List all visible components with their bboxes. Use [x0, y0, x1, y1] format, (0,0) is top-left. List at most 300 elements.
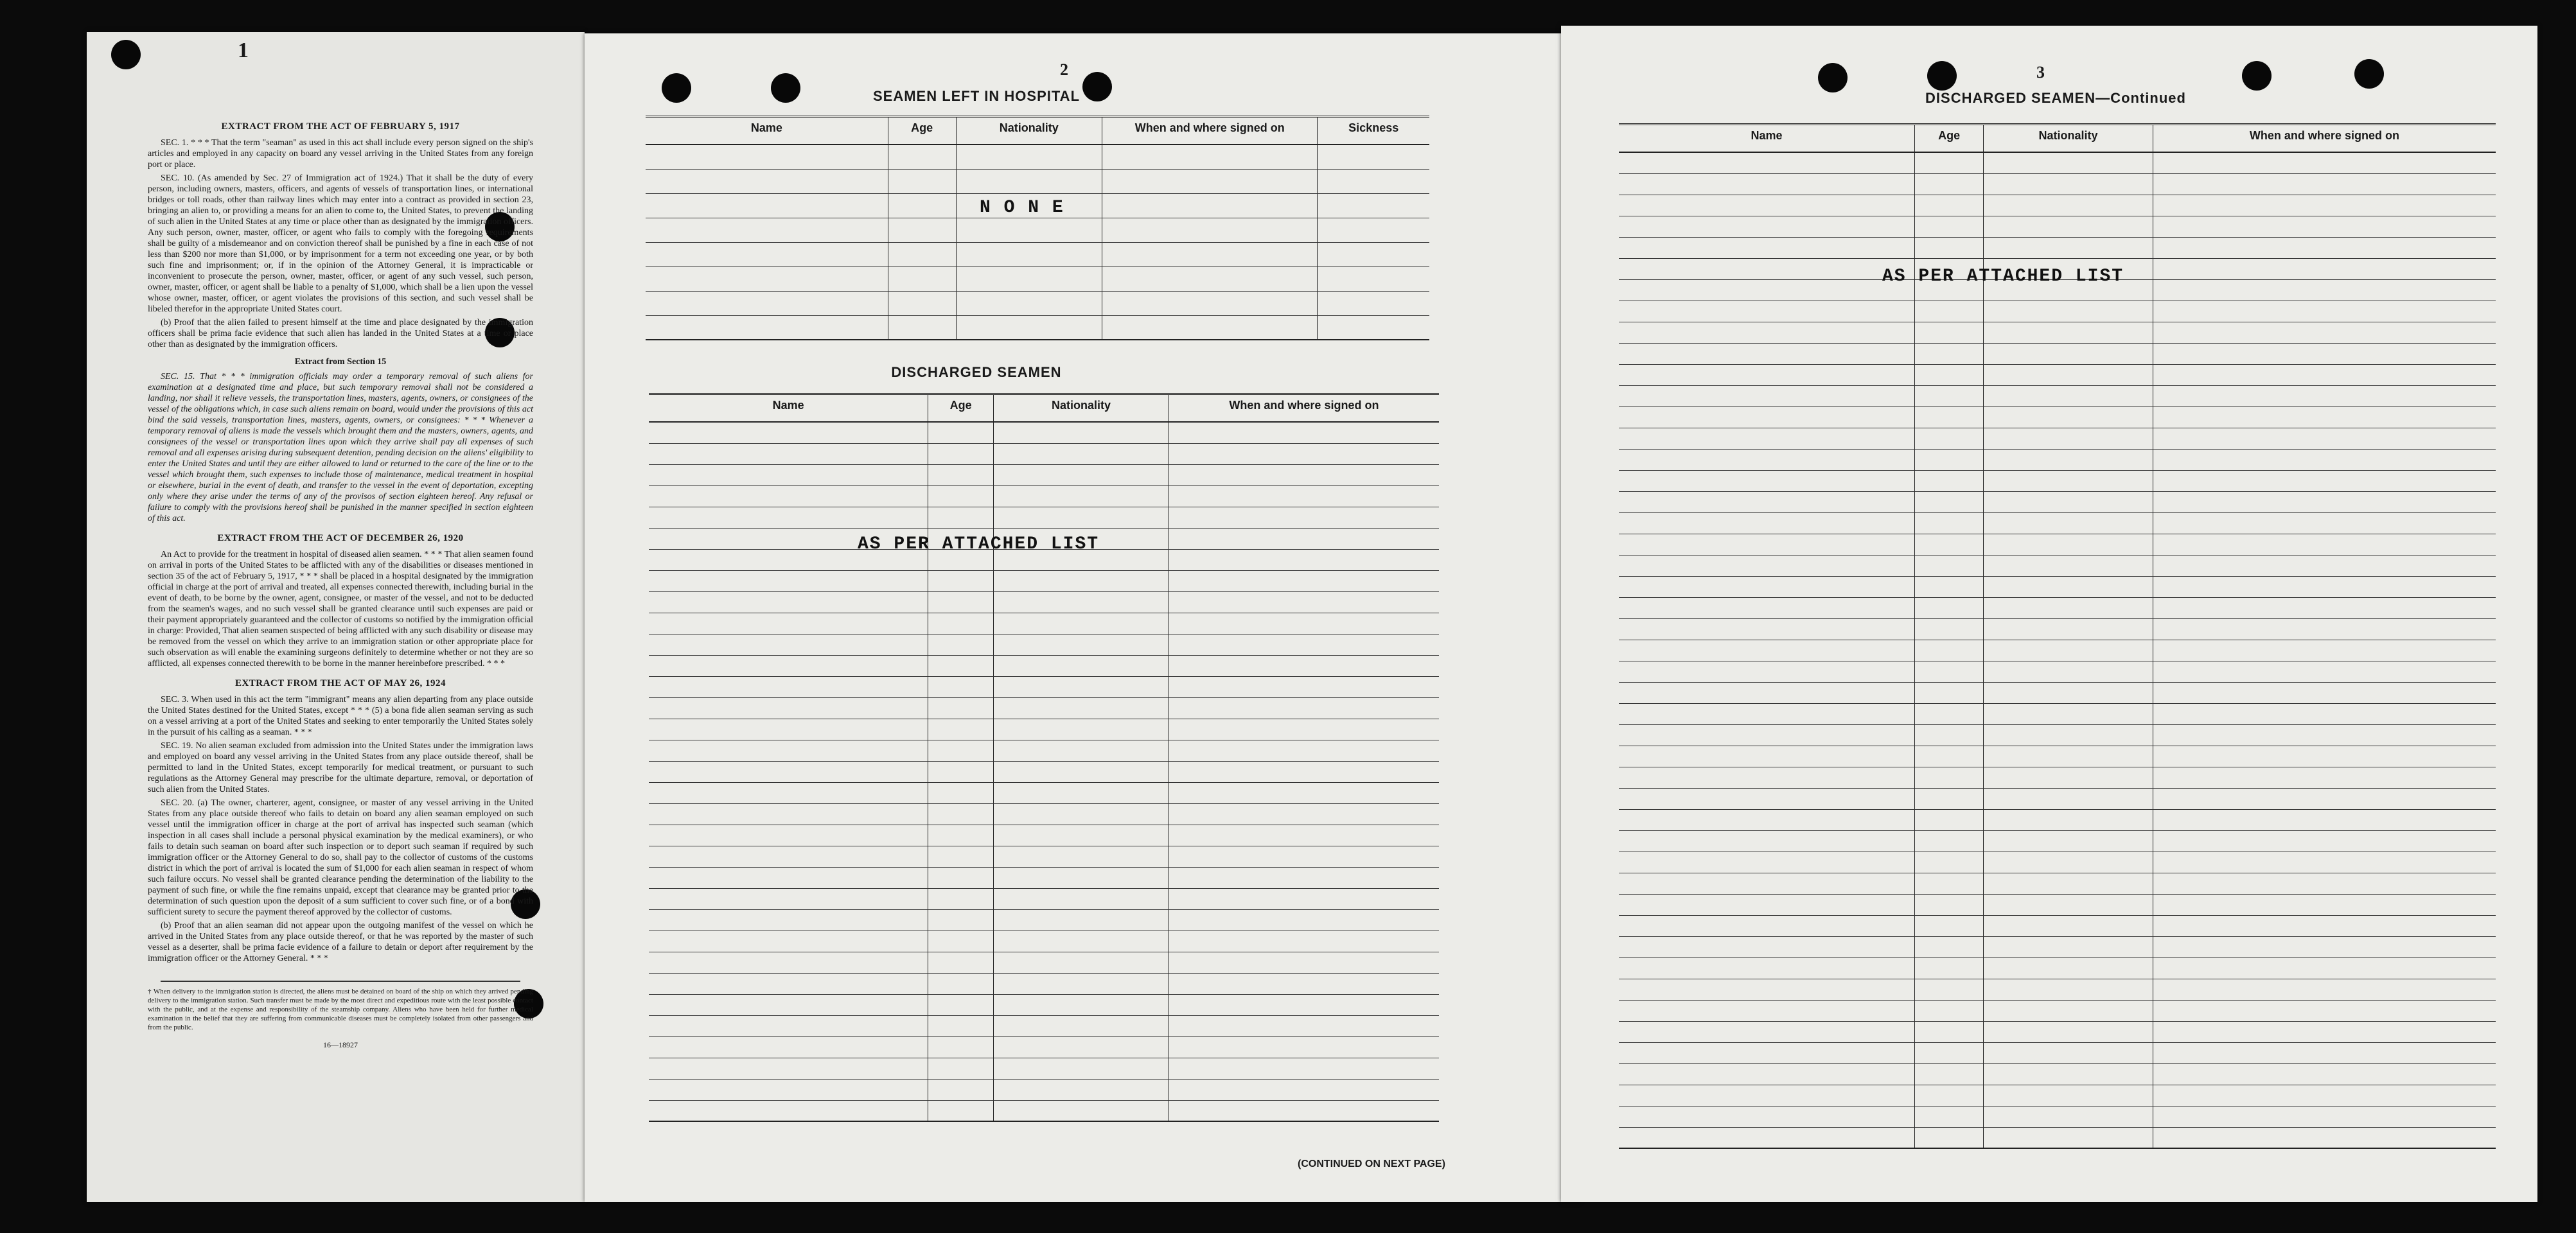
blank-row: [1619, 767, 2496, 788]
blank-cell: [1169, 443, 1439, 464]
blank-row: [1619, 661, 2496, 682]
blank-cell: [1619, 809, 1915, 830]
blank-cell: [2153, 830, 2496, 852]
blank-cell: [1915, 534, 1984, 555]
blank-cell: [994, 613, 1169, 634]
blank-cell: [928, 867, 994, 888]
blank-row: [1619, 873, 2496, 894]
blank-cell: [994, 1036, 1169, 1058]
blank-cell: [1169, 613, 1439, 634]
blank-cell: [1915, 852, 1984, 873]
blank-cell: [1915, 746, 1984, 767]
blank-row: [1619, 491, 2496, 512]
blank-cell: [1619, 1085, 1915, 1106]
blank-cell: [928, 846, 994, 867]
blank-cell: [1619, 661, 1915, 682]
blank-cell: [1915, 1106, 1984, 1127]
punch-hole: [111, 40, 141, 69]
blank-cell: [2153, 1085, 2496, 1106]
blank-cell: [646, 267, 888, 291]
blank-row: [1619, 385, 2496, 407]
blank-cell: [2153, 661, 2496, 682]
blank-cell: [956, 144, 1102, 169]
punch-hole: [1818, 63, 1848, 92]
blank-cell: [1984, 936, 2153, 958]
punch-hole: [662, 73, 691, 103]
blank-cell: [2153, 1106, 2496, 1127]
blank-cell: [888, 218, 956, 242]
blank-row: [1619, 216, 2496, 237]
blank-cell: [649, 740, 928, 761]
blank-cell: [1915, 173, 1984, 195]
blank-cell: [994, 697, 1169, 719]
column-header: Sickness: [1318, 117, 1429, 145]
blank-cell: [1619, 746, 1915, 767]
blank-cell: [994, 782, 1169, 803]
blank-cell: [2153, 979, 2496, 1000]
blank-cell: [2153, 216, 2496, 237]
blank-cell: [928, 697, 994, 719]
blank-cell: [994, 761, 1169, 782]
blank-cell: [1169, 528, 1439, 549]
blank-cell: [1169, 825, 1439, 846]
blank-cell: [1318, 144, 1429, 169]
blank-row: [649, 591, 1439, 613]
blank-cell: [1169, 719, 1439, 740]
blank-row: [1619, 915, 2496, 936]
blank-cell: [1984, 979, 2153, 1000]
blank-cell: [1619, 618, 1915, 640]
blank-cell: [649, 973, 928, 994]
blank-cell: [649, 443, 928, 464]
blank-cell: [928, 1036, 994, 1058]
blank-row: [1619, 936, 2496, 958]
blank-cell: [649, 464, 928, 485]
blank-cell: [1169, 994, 1439, 1015]
blank-row: [1619, 322, 2496, 343]
blank-cell: [1619, 788, 1915, 809]
blank-row: [649, 888, 1439, 909]
blank-cell: [928, 1015, 994, 1036]
blank-cell: [1619, 173, 1915, 195]
blank-cell: [1915, 830, 1984, 852]
blank-cell: [2153, 449, 2496, 470]
blank-cell: [649, 994, 928, 1015]
blank-cell: [2153, 428, 2496, 449]
blank-cell: [1984, 788, 2153, 809]
blank-cell: [994, 464, 1169, 485]
blank-cell: [1915, 915, 1984, 936]
blank-cell: [2153, 809, 2496, 830]
blank-cell: [994, 825, 1169, 846]
blank-cell: [1915, 1085, 1984, 1106]
blank-cell: [928, 591, 994, 613]
hospital-section-title: SEAMEN LEFT IN HOSPITAL: [872, 88, 1081, 104]
blank-cell: [2153, 343, 2496, 364]
blank-cell: [928, 570, 994, 591]
paragraph: SEC. 3. When used in this act the term "immigrant" means any alien departing from any place outside the United States destined for the United States, except * * * (5) a bona fide alien seaman serving as such on a vessel arriving at a port of the United States and seeking to enter temporarily the United States solely in the pursuit of his calling as a seaman. * * *: [148, 695, 533, 737]
blank-cell: [1169, 507, 1439, 528]
form-number: 16—18927: [323, 1040, 358, 1049]
blank-cell: [1984, 767, 2153, 788]
blank-row: [649, 507, 1439, 528]
blank-cell: [646, 169, 888, 193]
blank-cell: [649, 697, 928, 719]
blank-row: [1619, 1042, 2496, 1063]
blank-cell: [649, 1100, 928, 1121]
blank-cell: [1102, 169, 1318, 193]
blank-row: [1619, 724, 2496, 746]
blank-row: [1619, 894, 2496, 915]
blank-cell: [928, 613, 994, 634]
blank-cell: [1915, 512, 1984, 534]
paragraph: (b) Proof that an alien seaman did not appear upon the outgoing manifest of the vessel on which he arrived in the United States from any place outside thereof, or that he was reported by the master of such vessel as a deserter, shall be prima facie evidence of a failure to detain or deport after requirement by the immigration officer or the Attorney General. * * *: [148, 921, 533, 963]
blank-row: [649, 1079, 1439, 1100]
blank-cell: [2153, 555, 2496, 576]
blank-cell: [2153, 894, 2496, 915]
blank-cell: [1619, 534, 1915, 555]
legal-extracts: [148, 112, 533, 1051]
blank-cell: [1619, 724, 1915, 746]
blank-cell: [649, 782, 928, 803]
blank-cell: [1318, 169, 1429, 193]
blank-cell: [1619, 364, 1915, 385]
blank-row: [1619, 470, 2496, 491]
blank-cell: [649, 613, 928, 634]
blank-cell: [1984, 1042, 2153, 1063]
blank-row: [649, 867, 1439, 888]
blank-cell: [1984, 724, 2153, 746]
blank-cell: [1619, 852, 1915, 873]
blank-cell: [1619, 195, 1915, 216]
blank-cell: [1318, 218, 1429, 242]
blank-cell: [1984, 173, 2153, 195]
blank-cell: [1619, 322, 1915, 343]
continued-note: (CONTINUED ON NEXT PAGE): [1298, 1159, 1445, 1169]
page-2-sheet: [585, 33, 1580, 1202]
blank-cell: [1984, 1063, 2153, 1085]
blank-cell: [649, 952, 928, 973]
blank-cell: [1984, 830, 2153, 852]
blank-cell: [928, 634, 994, 655]
paragraph: SEC. 10. (As amended by Sec. 27 of Immigration act of 1924.) That it shall be the duty of every person, including owners, masters, officers, and agents of vessels of transportation lines, or international bridges or toll roads, other than railway lines which may enter into a contract as provided in section 23, bringing an alien to, or providing a means for an alien to come to, the United States, to prevent the landing of such alien in the United States at any time or place other than as designated by the immigration officers. Any such person, owner, master, officer, or agent who fails to comply with the foregoing requirements shall be guilty of a misdemeanor and on conviction thereof shall be punished by a fine in each case of not less than $200 nor more than $1,000, or by imprisonment for a term not exceeding one year, or by both such fine and imprisonment; or, if in the opinion of the Attorney General, it is impracticable or inconvenient to prosecute the person, owner, master, officer, or agent of any such vessel, such person, owner, master, officer, or agent shall be liable to a penalty of $1,000, which shall be a lien upon the vessel whose owner, master, officer, or agent violates the provisions of this section, and such vessel shall be libeled therefor in the appropriate United States court.: [148, 173, 533, 314]
hospital-table: [646, 116, 1429, 340]
blank-cell: [1169, 549, 1439, 570]
blank-cell: [1169, 782, 1439, 803]
blank-cell: [1984, 852, 2153, 873]
blank-cell: [928, 1058, 994, 1079]
blank-cell: [994, 634, 1169, 655]
blank-cell: [1915, 343, 1984, 364]
blank-row: [649, 1058, 1439, 1079]
blank-cell: [1619, 894, 1915, 915]
blank-cell: [1984, 407, 2153, 428]
discharged-continued-title: DISCHARGED SEAMEN—Continued: [1925, 90, 2186, 106]
blank-row: [649, 846, 1439, 867]
blank-row: [1619, 597, 2496, 618]
blank-cell: [2153, 512, 2496, 534]
blank-cell: [2153, 1063, 2496, 1085]
blank-cell: [1915, 724, 1984, 746]
blank-row: [646, 315, 1429, 340]
blank-cell: [649, 422, 928, 443]
blank-cell: [649, 507, 928, 528]
blank-cell: [2153, 576, 2496, 597]
blank-row: [649, 464, 1439, 485]
blank-cell: [1169, 485, 1439, 507]
punch-hole: [2354, 59, 2384, 89]
blank-row: [1619, 852, 2496, 873]
attached-list-stamp: AS PER ATTACHED LIST: [1882, 267, 2124, 286]
blank-cell: [1915, 1063, 1984, 1085]
blank-row: [646, 291, 1429, 315]
blank-cell: [1102, 242, 1318, 267]
blank-row: [1619, 173, 2496, 195]
column-header: Age: [888, 117, 956, 145]
blank-cell: [2153, 491, 2496, 512]
blank-row: [1619, 428, 2496, 449]
blank-cell: [1984, 364, 2153, 385]
blank-cell: [1984, 661, 2153, 682]
blank-cell: [1169, 422, 1439, 443]
blank-cell: [928, 803, 994, 825]
blank-cell: [1619, 1106, 1915, 1127]
punch-hole: [771, 73, 800, 103]
blank-cell: [2153, 152, 2496, 173]
blank-row: [649, 655, 1439, 676]
blank-row: [1619, 809, 2496, 830]
paragraph: (b) Proof that the alien failed to present himself at the time and place designated by the immigration officers shall be prima facie evidence that such alien has landed in the United States at a time or place other than as designated by the immigration officers.: [148, 318, 533, 349]
blank-cell: [2153, 407, 2496, 428]
blank-cell: [1619, 703, 1915, 724]
blank-cell: [888, 267, 956, 291]
blank-cell: [2153, 195, 2496, 216]
blank-cell: [1619, 915, 1915, 936]
blank-cell: [1984, 385, 2153, 407]
blank-cell: [888, 193, 956, 218]
section-heading: EXTRACT FROM THE ACT OF FEBRUARY 5, 1917: [221, 121, 460, 132]
blank-cell: [1984, 1106, 2153, 1127]
blank-row: [1619, 703, 2496, 724]
blank-cell: [649, 485, 928, 507]
blank-cell: [928, 740, 994, 761]
blank-cell: [1318, 291, 1429, 315]
blank-cell: [994, 1058, 1169, 1079]
blank-cell: [649, 1058, 928, 1079]
blank-cell: [2153, 873, 2496, 894]
blank-cell: [1915, 703, 1984, 724]
blank-cell: [2153, 597, 2496, 618]
blank-cell: [1619, 1000, 1915, 1021]
blank-cell: [928, 1100, 994, 1121]
punch-hole: [1927, 61, 1957, 91]
column-header: Age: [928, 394, 994, 423]
paragraph: An Act to provide for the treatment in hospital of diseased alien seamen. * * * That alien seamen found on arrival in ports of the United States to be afflicted with any of the disabilities or diseases mentioned in section 35 of the act of February 5, 1917, * * * shall be placed in a hospital designated by the immigration official in charge at the port of arrival and treated, all expenses connected therewith, including burial in the event of death, to be borne by the owner, agent, consignee, or master of the vessel, and not to be deducted from the seamen's wages, and no such vessel shall be granted clearance until such expenses are paid or their payment appropriately guaranteed and the collector of customs so notified by the immigration official in charge: Provided, That alien seamen suspected of being afflicted with any such disability or disease may be removed from the vessel on which they arrive to an immigration station or other appropriate place for such observation as will enable the examining surgeons definitely to determine whether or not they are so afflicted, all expenses connected therewith to be borne in the manner hereinbefore prescribed. * * *: [148, 550, 533, 669]
blank-cell: [649, 761, 928, 782]
blank-cell: [2153, 534, 2496, 555]
blank-row: [1619, 1063, 2496, 1085]
blank-cell: [928, 1079, 994, 1100]
blank-cell: [1984, 703, 2153, 724]
column-header: Name: [646, 117, 888, 145]
blank-cell: [1619, 873, 1915, 894]
page-number: 1: [238, 39, 249, 62]
blank-row: [649, 909, 1439, 931]
blank-cell: [994, 952, 1169, 973]
blank-cell: [1619, 597, 1915, 618]
blank-row: [1619, 195, 2496, 216]
blank-cell: [649, 909, 928, 931]
column-header: When and where signed on: [1169, 394, 1439, 423]
blank-cell: [2153, 682, 2496, 703]
page-number: 3: [2036, 63, 2045, 82]
blank-cell: [888, 144, 956, 169]
blank-cell: [1102, 291, 1318, 315]
blank-row: [1619, 682, 2496, 703]
blank-row: [646, 242, 1429, 267]
blank-cell: [1102, 193, 1318, 218]
blank-cell: [1619, 936, 1915, 958]
blank-cell: [1318, 242, 1429, 267]
blank-cell: [1915, 958, 1984, 979]
blank-cell: [1915, 407, 1984, 428]
blank-cell: [649, 888, 928, 909]
blank-cell: [1984, 1021, 2153, 1042]
blank-cell: [1169, 952, 1439, 973]
blank-cell: [928, 443, 994, 464]
blank-cell: [1318, 193, 1429, 218]
blank-cell: [2153, 385, 2496, 407]
blank-row: [649, 443, 1439, 464]
column-header: Name: [649, 394, 928, 423]
divider: [161, 981, 520, 982]
blank-cell: [1984, 576, 2153, 597]
blank-cell: [1915, 576, 1984, 597]
blank-cell: [956, 169, 1102, 193]
blank-cell: [1619, 767, 1915, 788]
blank-cell: [2153, 1042, 2496, 1063]
column-header: Age: [1915, 125, 1984, 153]
blank-cell: [994, 740, 1169, 761]
section-heading: EXTRACT FROM THE ACT OF DECEMBER 26, 1920: [217, 533, 464, 543]
blank-cell: [649, 634, 928, 655]
blank-cell: [646, 193, 888, 218]
blank-cell: [1915, 470, 1984, 491]
blank-row: [1619, 301, 2496, 322]
blank-row: [649, 931, 1439, 952]
blank-cell: [649, 1015, 928, 1036]
blank-cell: [649, 931, 928, 952]
blank-cell: [928, 464, 994, 485]
blank-cell: [649, 846, 928, 867]
discharged-table: [649, 393, 1439, 1122]
blank-row: [1619, 958, 2496, 979]
blank-cell: [1915, 809, 1984, 830]
blank-row: [1619, 237, 2496, 258]
none-stamp: N O N E: [980, 198, 1064, 218]
blank-cell: [1915, 1127, 1984, 1148]
blank-cell: [1102, 144, 1318, 169]
blank-row: [649, 485, 1439, 507]
blank-cell: [1619, 576, 1915, 597]
blank-cell: [649, 719, 928, 740]
blank-cell: [994, 931, 1169, 952]
footnote: † When delivery to the immigration station is directed, the aliens must be detained on board of the ship on which they arrived pending delivery to the immigration station. Such transfer must be made by the most direct and expeditious route with the least possible contact with the public, and at the expense and responsibility of the steamship company. Aliens who have been held for further medical examination in the belief that they are suffering from communicable diseases must be completely isolated from other passengers and from the public.: [148, 988, 533, 1031]
paragraph: SEC. 19. No alien seaman excluded from admission into the United States under the immigration laws and employed on board any vessel arriving in the United States from any place outside thereof, shall be permitted to land in the United States, except temporarily for medical treatment, or pursuant to such regulations as the Attorney General may prescribe for the ultimate departure, removal, or deportation of such alien from the United States.: [148, 741, 533, 794]
blank-cell: [888, 242, 956, 267]
blank-cell: [2153, 301, 2496, 322]
blank-cell: [1169, 931, 1439, 952]
blank-cell: [1169, 761, 1439, 782]
blank-row: [1619, 1021, 2496, 1042]
discharged-section-title: DISCHARGED SEAMEN: [891, 364, 1062, 380]
blank-cell: [1984, 640, 2153, 661]
blank-cell: [1984, 682, 2153, 703]
blank-cell: [1619, 470, 1915, 491]
blank-cell: [928, 655, 994, 676]
column-header: Nationality: [994, 394, 1169, 423]
blank-cell: [2153, 788, 2496, 809]
blank-cell: [1619, 237, 1915, 258]
paragraph: SEC. 15. That * * * immigration officials may order a temporary removal of such aliens for examination at a designated time and place, but such temporary removal shall not be considered a landing, nor shall it relieve vessels, the transportation lines, masters, agents, owners, or consignees of the vessel of the obligations which, in case such aliens remain on board, would under the provisions of this act bind the said vessels, transportation lines, masters, agents, owners, or consignees: * * * Whenever a temporary removal of aliens is made the vessels which brought them and the masters, owners, agents, and consignees of the vessel or transportation lines upon which they arrive shall pay all expenses of such removal and all expenses arising during subsequent detention, pending decision on the aliens' eligibility to enter the United States and until they are either allowed to land or returned to the care of the line or to the vessel which brought them, such expenses to include those of maintenance, medical treatment in hospital or elsewhere, burial in the event of death, and transfer to the vessel in the event of deportation, excepting only where they arise under the terms of any of the provisos of section eighteen hereof. Any refusal or failure to comply with the provisions hereof shall be punished in the manner specified in section eighteen of this act.: [148, 372, 533, 523]
blank-cell: [928, 888, 994, 909]
blank-cell: [1984, 195, 2153, 216]
blank-cell: [994, 485, 1169, 507]
blank-cell: [994, 570, 1169, 591]
blank-cell: [1984, 873, 2153, 894]
blank-cell: [1169, 591, 1439, 613]
blank-row: [1619, 1085, 2496, 1106]
blank-cell: [1915, 385, 1984, 407]
blank-row: [1619, 640, 2496, 661]
blank-cell: [1169, 888, 1439, 909]
blank-cell: [994, 591, 1169, 613]
blank-row: [1619, 364, 2496, 385]
blank-cell: [888, 291, 956, 315]
paragraph: SEC. 1. * * * That the term "seaman" as used in this act shall include every person signed on the ship's articles and employed in any capacity on board any vessel arriving in the United States from any foreign port or place.: [148, 138, 533, 170]
blank-cell: [1619, 979, 1915, 1000]
blank-cell: [2153, 470, 2496, 491]
blank-cell: [649, 1079, 928, 1100]
blank-row: [1619, 512, 2496, 534]
blank-row: [649, 761, 1439, 782]
blank-cell: [1102, 315, 1318, 340]
blank-cell: [2153, 915, 2496, 936]
blank-cell: [1169, 655, 1439, 676]
blank-cell: [1169, 1100, 1439, 1121]
blank-cell: [994, 507, 1169, 528]
blank-row: [1619, 746, 2496, 767]
blank-cell: [1102, 218, 1318, 242]
blank-row: [1619, 618, 2496, 640]
blank-cell: [994, 973, 1169, 994]
blank-cell: [1169, 867, 1439, 888]
blank-cell: [994, 803, 1169, 825]
blank-row: [1619, 576, 2496, 597]
blank-cell: [649, 655, 928, 676]
blank-cell: [2153, 746, 2496, 767]
blank-cell: [1619, 512, 1915, 534]
blank-cell: [1984, 428, 2153, 449]
blank-cell: [1169, 634, 1439, 655]
blank-cell: [1619, 1042, 1915, 1063]
blank-row: [649, 676, 1439, 697]
blank-cell: [1619, 258, 1915, 279]
blank-row: [649, 740, 1439, 761]
blank-cell: [928, 825, 994, 846]
blank-cell: [1915, 322, 1984, 343]
blank-row: [646, 267, 1429, 291]
